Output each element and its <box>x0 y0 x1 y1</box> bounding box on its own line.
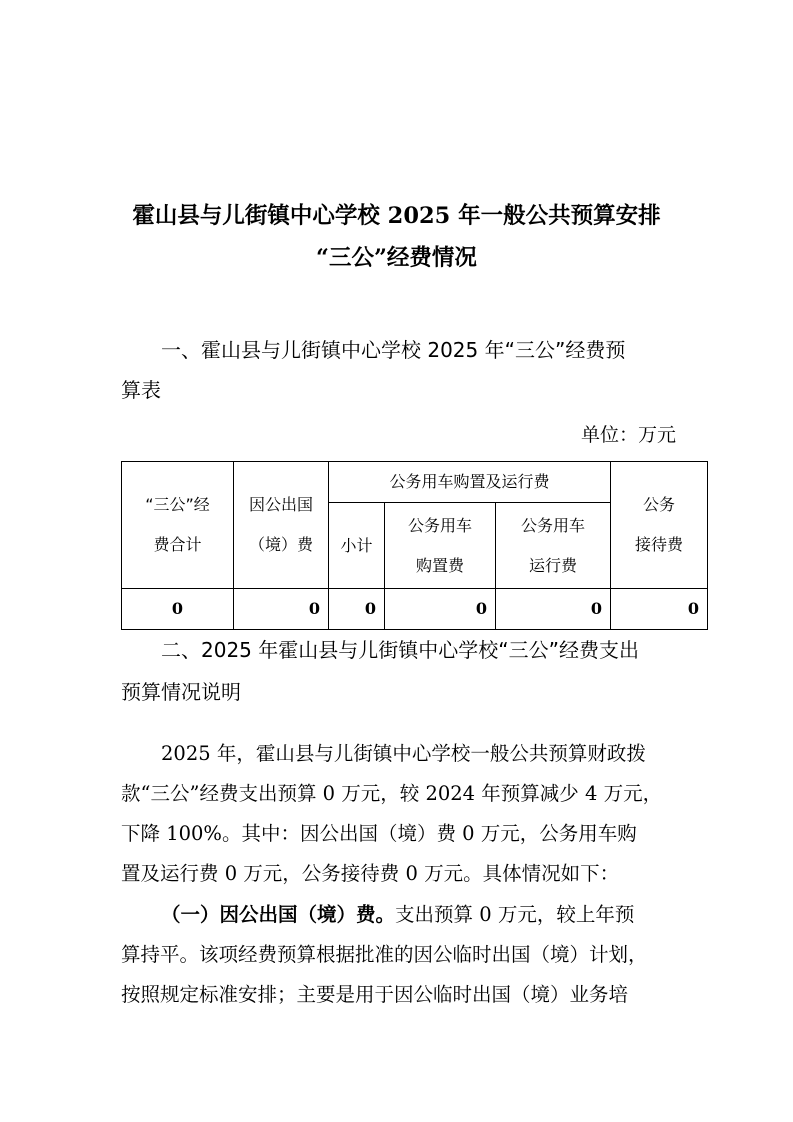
header-vehicle-purchase <box>385 503 496 589</box>
header-abroad-line-2: （境）费 <box>248 535 313 554</box>
header-purchase-line-1: 公务用车 <box>407 515 472 535</box>
table-row <box>122 589 708 630</box>
header-subtotal: 小计 <box>329 503 385 589</box>
header-vehicle-group: 公务用车购置及运行费 <box>329 462 611 503</box>
paragraph-abroad-line-1 <box>121 895 681 935</box>
header-reception <box>611 462 708 589</box>
header-running-line-2: 运行费 <box>528 555 577 575</box>
cell-total: 0 <box>122 589 234 630</box>
header-abroad <box>234 462 329 589</box>
paragraph-summary-line-1: 2025 年，霍山县与儿街镇中心学校一般公共预算财政拨 <box>161 742 646 765</box>
unit-label: 单位：万元 <box>580 424 676 446</box>
paragraph-summary-line-4: 置及运行费 0 万元，公务接待费 0 万元。具体情况如下： <box>121 862 620 885</box>
cell-subtotal: 0 <box>329 589 385 630</box>
table-header-row <box>122 462 708 503</box>
section-2-heading: 二、2025 年霍山县与儿街镇中心学校“三公”经费支出 <box>161 638 639 662</box>
section-1-heading: 一、霍山县与儿街镇中心学校 2025 年“三公”经费预 <box>161 338 626 362</box>
cell-running: 0 <box>496 589 611 630</box>
paragraph-abroad-line-2: 算持平。该项经费预算根据批准的因公临时出国（境）计划， <box>121 943 648 966</box>
paragraph-summary-line-2: 款“三公”经费支出预算 0 万元，较 2024 年预算减少 4 万元， <box>121 782 663 805</box>
section-1-heading-continued: 算表 <box>121 378 161 402</box>
document-title-line-1: 霍山县与儿街镇中心学校 2025 年一般公共预算安排 <box>132 203 661 229</box>
paragraph-abroad-lead: （一）因公出国（境）费。 <box>161 903 396 926</box>
paragraph-abroad-line-1-rest: 支出预算 0 万元，较上年预 <box>395 903 635 926</box>
header-total-line-1: “三公”经 <box>145 495 210 514</box>
budget-table <box>121 461 708 630</box>
cell-reception: 0 <box>611 589 708 630</box>
header-total-line-2: 费合计 <box>153 535 202 554</box>
header-total <box>122 462 234 589</box>
header-running-line-1: 公务用车 <box>520 515 585 535</box>
header-reception-line-1: 公务 <box>642 495 675 514</box>
paragraph-summary-line-3: 下降 100%。其中：因公出国（境）费 0 万元，公务用车购 <box>121 822 637 845</box>
cell-purchase: 0 <box>385 589 496 630</box>
paragraph-summary <box>121 734 681 894</box>
paragraph-abroad <box>121 895 681 1015</box>
section-2-heading-continued: 预算情况说明 <box>121 680 241 704</box>
header-reception-line-2: 接待费 <box>634 535 683 554</box>
header-vehicle-running <box>496 503 611 589</box>
header-purchase-line-2: 购置费 <box>415 555 464 575</box>
document-title-line-2: “三公”经费情况 <box>316 245 477 271</box>
paragraph-abroad-line-3: 按照规定标准安排；主要是用于因公临时出国（境）业务培 <box>121 983 629 1006</box>
header-abroad-line-1: 因公出国 <box>248 495 313 514</box>
cell-abroad: 0 <box>234 589 329 630</box>
